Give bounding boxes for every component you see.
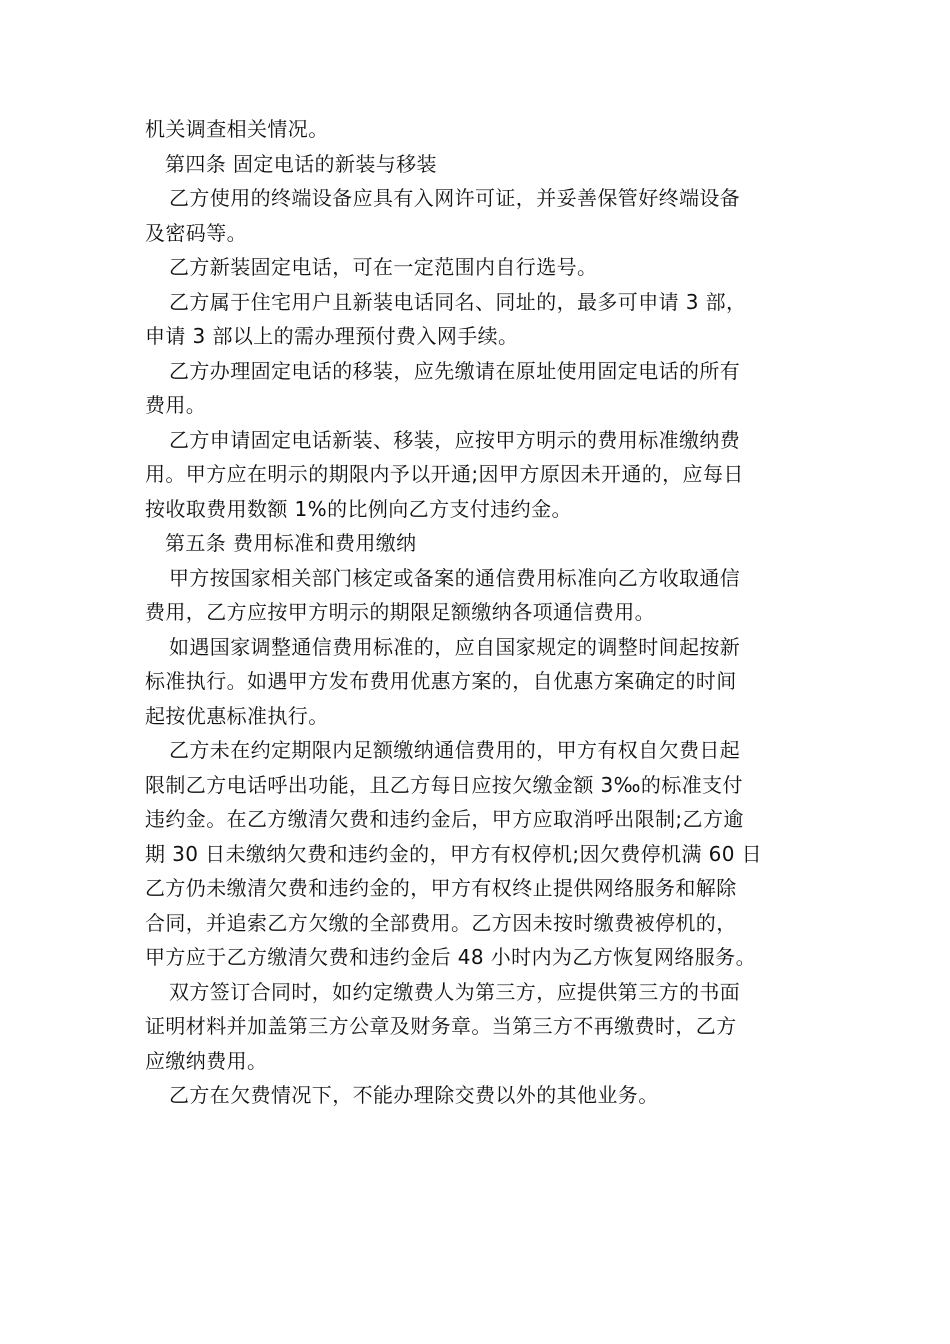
text-line: 合同，并追索乙方欠缴的全部费用。乙方因未按时缴费被停机的， [145, 910, 737, 935]
paragraph-line: 乙方办理固定电话的移装，应先缴请在原址使用固定电话的所有 [169, 358, 741, 383]
paragraph-line: 乙方新装固定电话，可在一定范围内自行选号。 [169, 255, 598, 279]
article-heading-4: 第四条 固定电话的新装与移装 [165, 151, 437, 176]
text-line: 按收取费用数额 1%的比例向乙方支付违约金。 [145, 496, 572, 521]
paragraph-line: 乙方申请固定电话新装、移装，应按甲方明示的费用标准缴纳费 [169, 427, 741, 452]
paragraph-line: 乙方使用的终端设备应具有入网许可证，并妥善保管好终端设备 [169, 186, 741, 210]
text-line: 乙方仍未缴清欠费和违约金的，甲方有权终止提供网络服务和解除 [145, 876, 737, 900]
text-line: 用。甲方应在明示的期限内予以开通;因甲方原因未开通的，应每日 [145, 462, 744, 486]
text-line: 甲方应于乙方缴清欠费和违约金后 48 小时内为乙方恢复网络服务。 [145, 945, 756, 969]
text-line: 期 30 日未缴纳欠费和违约金的，甲方有权停机;因欠费停机满 60 日 [145, 841, 763, 866]
text-line: 违约金。在乙方缴清欠费和违约金后，甲方应取消呼出限制;乙方逾 [145, 807, 744, 831]
text-line: 起按优惠标准执行。 [145, 703, 329, 728]
text-line: 机关调查相关情况。 [145, 117, 329, 141]
text-line: 标准执行。如遇甲方发布费用优惠方案的，自优惠方案确定的时间 [145, 669, 737, 693]
text-line: 申请 3 部以上的需办理预付费入网手续。 [145, 324, 519, 348]
text-line: 及密码等。 [145, 220, 247, 245]
paragraph-line: 乙方属于住宅用户且新装电话同名、同址的，最多可申请 3 部， [169, 289, 747, 314]
text-line: 证明材料并加盖第三方公章及财务章。当第三方不再缴费时，乙方 [145, 1014, 737, 1038]
text-line: 应缴纳费用。 [145, 1048, 268, 1073]
paragraph-line: 双方签订合同时，如约定缴费人为第三方，应提供第三方的书面 [169, 979, 741, 1004]
text-line: 限制乙方电话呼出功能，且乙方每日应按欠缴金额 3‰的标准支付 [145, 772, 743, 797]
paragraph-line: 甲方按国家相关部门核定或备案的通信费用标准向乙方收取通信 [169, 565, 741, 590]
text-line: 费用。 [145, 393, 207, 417]
paragraph-line: 乙方未在约定期限内足额缴纳通信费用的，甲方有权自欠费日起 [169, 738, 741, 762]
paragraph-line: 乙方在欠费情况下，不能办理除交费以外的其他业务。 [169, 1083, 659, 1107]
text-line: 费用，乙方应按甲方明示的期限足额缴纳各项通信费用。 [145, 600, 655, 624]
paragraph-line: 如遇国家调整通信费用标准的，应自国家规定的调整时间起按新 [169, 634, 741, 659]
document-body [145, 112, 810, 1113]
article-heading-5: 第五条 费用标准和费用缴纳 [165, 531, 417, 555]
